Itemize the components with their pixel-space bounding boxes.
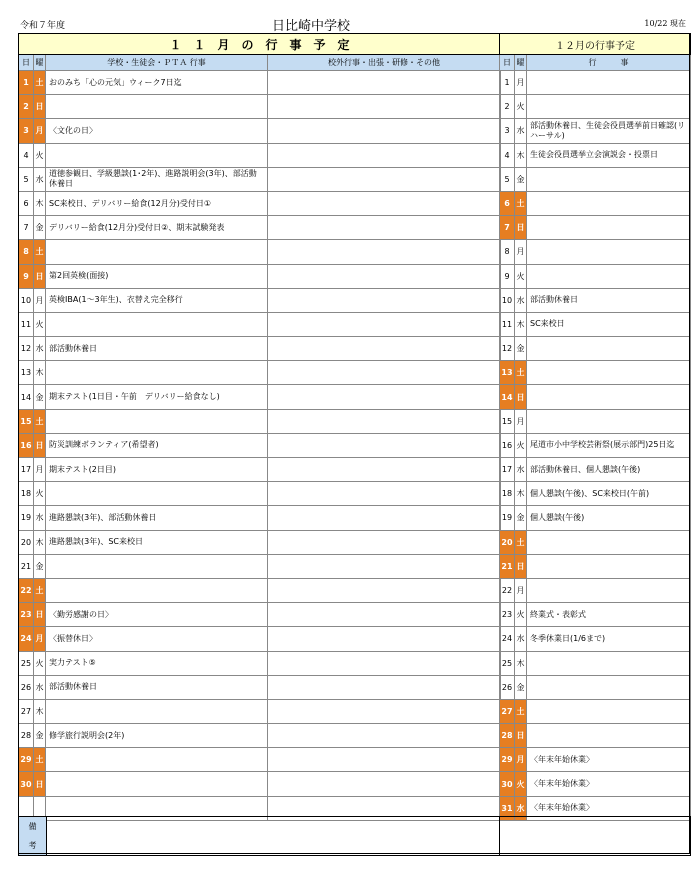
day-number: 21 — [500, 554, 515, 578]
weekday: 水 — [34, 675, 46, 699]
day-number: 15 — [19, 409, 34, 433]
day-number: 29 — [500, 748, 515, 772]
event: 〈年末年始休業〉 — [527, 796, 691, 820]
day-number: 18 — [500, 482, 515, 506]
weekday: 土 — [515, 699, 527, 723]
school-event: 進路懇談(3年)、SC来校日 — [46, 530, 268, 554]
day-number: 9 — [19, 264, 34, 288]
col-day: 日 — [500, 55, 515, 71]
weekday: 土 — [515, 361, 527, 385]
col-school-events: 学校・生徒会・ＰＴＡ 行事 — [46, 55, 268, 71]
weekday: 水 — [515, 627, 527, 651]
school-event: 部活動休養日 — [46, 675, 268, 699]
school-event: SC来校日、デリバリー給食(12月分)受付日① — [46, 191, 268, 215]
day-number: 16 — [500, 433, 515, 457]
school-event: 実力テスト⑤ — [46, 651, 268, 675]
day-number: 10 — [19, 288, 34, 312]
weekday: 金 — [34, 724, 46, 748]
weekday: 火 — [34, 312, 46, 336]
weekday: 土 — [515, 191, 527, 215]
day-number: 31 — [500, 796, 515, 820]
school-event: 〈文化の日〉 — [46, 119, 268, 143]
school-event: 修学旅行説明会(2年) — [46, 724, 268, 748]
weekday: 水 — [515, 119, 527, 143]
day-number: 11 — [500, 312, 515, 336]
weekday: 金 — [515, 337, 527, 361]
weekday: 金 — [34, 216, 46, 240]
weekday: 日 — [34, 433, 46, 457]
day-number: 6 — [500, 191, 515, 215]
weekday: 土 — [515, 530, 527, 554]
weekday: 月 — [515, 71, 527, 95]
day-number: 8 — [500, 240, 515, 264]
day-number: 25 — [500, 651, 515, 675]
weekday: 土 — [34, 409, 46, 433]
day-number: 7 — [19, 216, 34, 240]
day-number: 19 — [500, 506, 515, 530]
school-event: 第2回英検(面接) — [46, 264, 268, 288]
remarks-label-1: 備 — [28, 822, 37, 831]
weekday: 金 — [515, 675, 527, 699]
weekday: 水 — [515, 458, 527, 482]
weekday: 木 — [515, 312, 527, 336]
school-name: 日比崎中学校 — [272, 19, 351, 34]
day-number: 7 — [500, 216, 515, 240]
weekday: 金 — [515, 506, 527, 530]
weekday: 木 — [515, 482, 527, 506]
weekday: 日 — [515, 385, 527, 409]
outer-frame — [18, 33, 690, 854]
school-event: 英検IBA(1～3年生)、衣替え完全移行 — [46, 288, 268, 312]
day-number: 5 — [19, 167, 34, 191]
weekday: 月 — [515, 748, 527, 772]
weekday: 火 — [515, 772, 527, 796]
school-event: 進路懇談(3年)、部活動休養日 — [46, 506, 268, 530]
weekday: 木 — [515, 651, 527, 675]
col-day: 日 — [19, 55, 34, 71]
col-outside-events: 校外行事・出張・研修・その他 — [268, 55, 501, 71]
as-of-date: 10/22 現在 — [644, 19, 686, 28]
day-number: 25 — [19, 651, 34, 675]
weekday: 水 — [34, 167, 46, 191]
day-number: 18 — [19, 482, 34, 506]
weekday: 水 — [515, 796, 527, 820]
event: SC来校日 — [527, 312, 691, 336]
day-number: 30 — [19, 772, 34, 796]
day-number: 12 — [500, 337, 515, 361]
weekday: 日 — [34, 603, 46, 627]
day-number: 3 — [19, 119, 34, 143]
event: 〈年末年始休業〉 — [527, 772, 691, 796]
weekday: 月 — [34, 288, 46, 312]
day-number: 4 — [19, 143, 34, 167]
weekday: 火 — [34, 651, 46, 675]
event: 終業式・表彰式 — [527, 603, 691, 627]
weekday: 月 — [515, 578, 527, 602]
day-number: 11 — [19, 312, 34, 336]
day-number: 20 — [19, 530, 34, 554]
weekday: 金 — [34, 385, 46, 409]
day-number: 22 — [500, 578, 515, 602]
day-number: 23 — [19, 603, 34, 627]
event: 〈年末年始休業〉 — [527, 748, 691, 772]
day-number: 23 — [500, 603, 515, 627]
school-event: おのみち「心の元気」ウィーク7日迄 — [46, 71, 268, 95]
event: 個人懇談(午後)、SC来校日(午前) — [527, 482, 691, 506]
event: 部活動休養日、生徒会役員選挙前日確認(リハーサル) — [527, 119, 691, 143]
school-event: 道徳参観日、学級懇談(1･2年)、進路説明会(3年)、部活動休養日 — [46, 167, 268, 191]
weekday: 日 — [515, 554, 527, 578]
weekday: 月 — [34, 458, 46, 482]
november-title: １ １ 月 の 行 事 予 定 — [19, 34, 501, 55]
weekday: 日 — [515, 724, 527, 748]
school-event: デリバリー給食(12月分)受付日②、期末試験発表 — [46, 216, 268, 240]
school-event: 期末テスト(1日目・午前 デリバリー給食なし) — [46, 385, 268, 409]
weekday: 水 — [34, 506, 46, 530]
day-number: 30 — [500, 772, 515, 796]
col-weekday: 曜 — [34, 55, 46, 71]
day-number: 26 — [500, 675, 515, 699]
school-event: 〈勤労感謝の日〉 — [46, 603, 268, 627]
day-number: 24 — [19, 627, 34, 651]
day-number: 21 — [19, 554, 34, 578]
day-number: 19 — [19, 506, 34, 530]
day-number: 12 — [19, 337, 34, 361]
day-number: 1 — [500, 71, 515, 95]
day-number: 24 — [500, 627, 515, 651]
school-event: 〈振替休日〉 — [46, 627, 268, 651]
weekday: 火 — [515, 603, 527, 627]
weekday: 土 — [34, 748, 46, 772]
day-number: 29 — [19, 748, 34, 772]
weekday: 木 — [515, 143, 527, 167]
fiscal-year-label: 令和７年度 — [20, 21, 66, 31]
day-number: 4 — [500, 143, 515, 167]
weekday: 火 — [34, 482, 46, 506]
weekday: 火 — [34, 143, 46, 167]
event: 生徒会役員選挙立会演説会・投票日 — [527, 143, 691, 167]
weekday: 月 — [34, 119, 46, 143]
december-title: １２月の行事予定 — [500, 34, 691, 55]
day-number: 3 — [500, 119, 515, 143]
day-number: 28 — [500, 724, 515, 748]
weekday: 月 — [34, 627, 46, 651]
day-number: 28 — [19, 724, 34, 748]
col-events: 行 事 — [527, 55, 691, 71]
day-number: 17 — [19, 458, 34, 482]
weekday: 月 — [515, 409, 527, 433]
weekday: 日 — [34, 95, 46, 119]
event: 部活動休養日、個人懇談(午後) — [527, 458, 691, 482]
remarks-label-2: 考 — [28, 841, 37, 850]
weekday: 日 — [515, 216, 527, 240]
event: 個人懇談(午後) — [527, 506, 691, 530]
day-number: 6 — [19, 191, 34, 215]
day-number: 22 — [19, 578, 34, 602]
day-number: 2 — [19, 95, 34, 119]
day-number: 26 — [19, 675, 34, 699]
day-number: 10 — [500, 288, 515, 312]
school-event: 部活動休養日 — [46, 337, 268, 361]
day-number: 15 — [500, 409, 515, 433]
weekday: 金 — [515, 167, 527, 191]
weekday: 火 — [515, 95, 527, 119]
weekday: 土 — [34, 578, 46, 602]
event: 冬季休業日(1/6まで) — [527, 627, 691, 651]
day-number: 8 — [19, 240, 34, 264]
weekday: 水 — [515, 288, 527, 312]
weekday: 日 — [34, 264, 46, 288]
event: 部活動休養日 — [527, 288, 691, 312]
weekday: 土 — [34, 240, 46, 264]
day-number: 27 — [500, 699, 515, 723]
day-number: 1 — [19, 71, 34, 95]
day-number: 2 — [500, 95, 515, 119]
day-number: 9 — [500, 264, 515, 288]
weekday: 水 — [34, 337, 46, 361]
weekday: 日 — [34, 772, 46, 796]
day-number: 14 — [500, 385, 515, 409]
weekday: 月 — [515, 240, 527, 264]
day-number: 16 — [19, 433, 34, 457]
weekday: 金 — [34, 554, 46, 578]
day-number: 5 — [500, 167, 515, 191]
weekday: 土 — [34, 71, 46, 95]
day-number: 27 — [19, 699, 34, 723]
weekday: 木 — [34, 699, 46, 723]
day-number: 14 — [19, 385, 34, 409]
weekday: 木 — [34, 530, 46, 554]
weekday: 木 — [34, 191, 46, 215]
day-number: 20 — [500, 530, 515, 554]
event: 尾道市小中学校芸術祭(展示部門)25日迄 — [527, 433, 691, 457]
day-number: 13 — [500, 361, 515, 385]
col-weekday: 曜 — [515, 55, 527, 71]
weekday: 火 — [515, 433, 527, 457]
school-event: 期末テスト(2日目) — [46, 458, 268, 482]
weekday: 木 — [34, 361, 46, 385]
day-number: 17 — [500, 458, 515, 482]
weekday: 火 — [515, 264, 527, 288]
school-event: 防災訓練ボランティア(希望者) — [46, 433, 268, 457]
day-number: 13 — [19, 361, 34, 385]
